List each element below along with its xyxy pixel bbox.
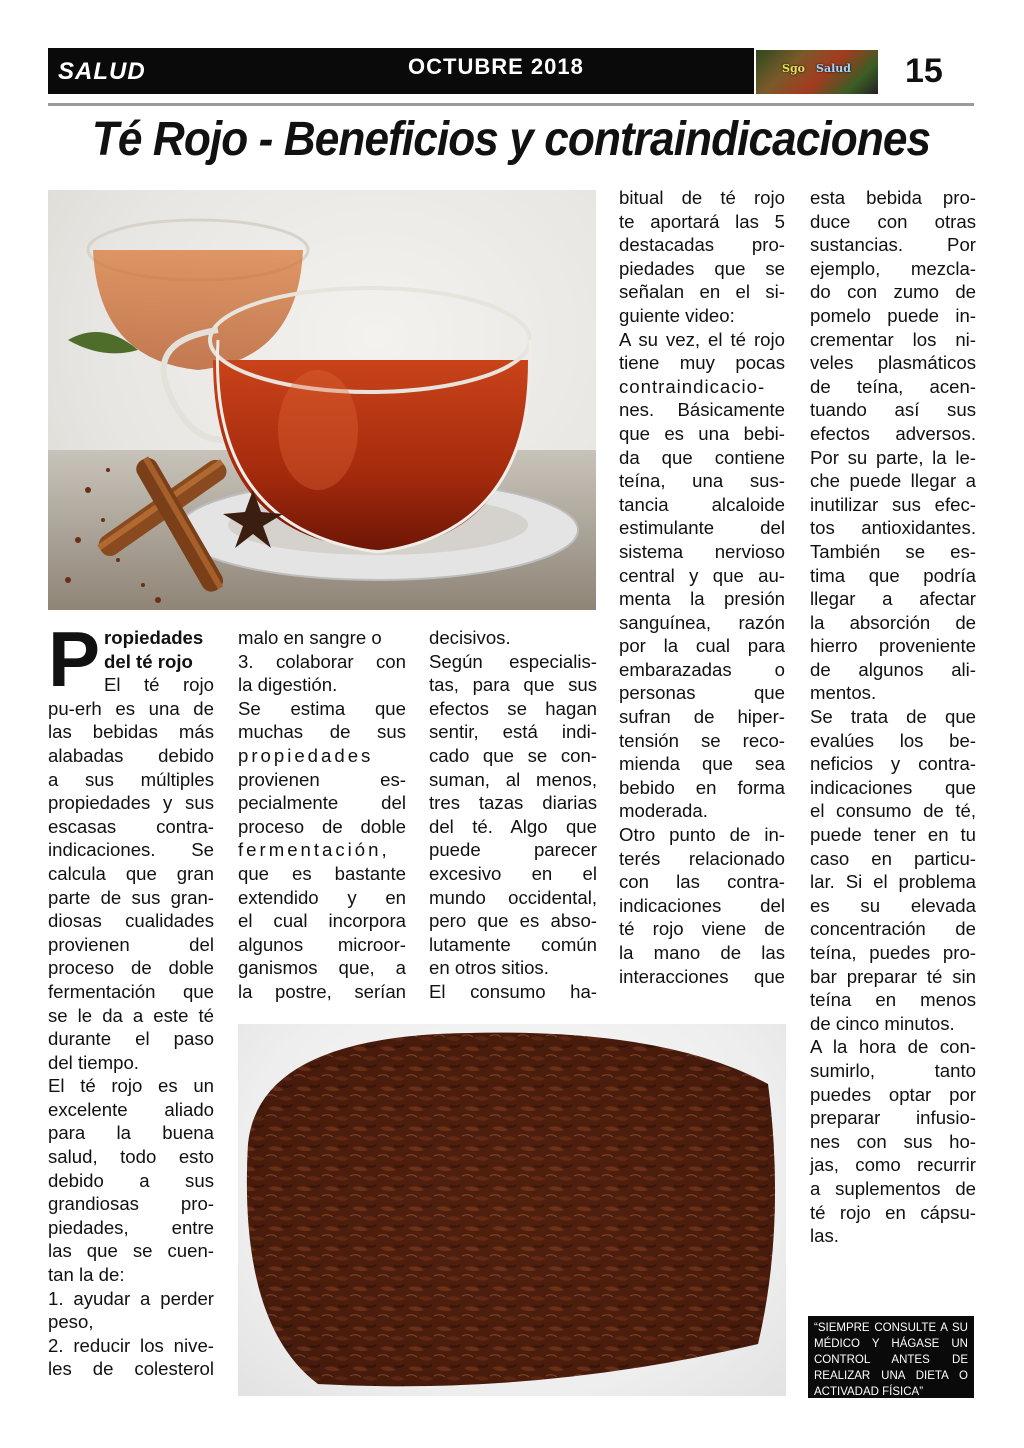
text-line: provienen es- bbox=[238, 768, 406, 790]
text-line: fermentación que bbox=[48, 980, 214, 1002]
text-line: menta la presión bbox=[619, 588, 785, 610]
text-line: que es bastante bbox=[238, 862, 406, 884]
text-line: las que se cuen- bbox=[48, 1240, 214, 1262]
text-line: propiedades bbox=[238, 744, 374, 766]
text-line: las. bbox=[810, 1225, 839, 1247]
text-line: tuando así sus bbox=[810, 399, 976, 421]
text-line: teína, puedes pro- bbox=[810, 942, 976, 963]
text-line: se le da a este té bbox=[48, 1004, 214, 1026]
text-line: la digestión. bbox=[238, 674, 338, 696]
dry-tea-leaves-photo bbox=[238, 1024, 786, 1396]
text-line: puede tener en tu bbox=[810, 824, 976, 846]
text-line: lar. Si el problema bbox=[810, 871, 976, 893]
text-line: las bebidas más bbox=[48, 721, 214, 743]
text-line: el cual incorpora bbox=[238, 910, 406, 932]
text-line: tiene muy pocas bbox=[619, 352, 785, 374]
text-line: tancia alcaloide bbox=[619, 493, 785, 515]
text-line: da que contiene bbox=[619, 446, 785, 468]
text-line: indicaciones que bbox=[810, 776, 976, 798]
header-bar bbox=[48, 48, 754, 94]
text-line: hierro proveniente bbox=[810, 635, 976, 657]
text-line: central y que au- bbox=[619, 564, 785, 586]
text-line: estimulante del bbox=[619, 517, 785, 539]
text-line: A su vez, el té rojo bbox=[619, 328, 785, 350]
text-line: propiedades y sus bbox=[48, 792, 214, 814]
text-line: pomelo puede in- bbox=[810, 304, 976, 326]
text-line: Otro punto de in- bbox=[619, 824, 785, 846]
text-line: sanguínea, razón bbox=[619, 611, 785, 633]
article-column-4 bbox=[619, 186, 785, 988]
text-line: preparar infusio- bbox=[810, 1107, 976, 1129]
text-line: puede parecer bbox=[429, 839, 597, 861]
text-line: en otros sitios. bbox=[429, 957, 549, 979]
text-line: sistema nervioso bbox=[619, 540, 785, 562]
text-line: che puede llegar a bbox=[810, 470, 976, 492]
text-line: decisivos. bbox=[429, 627, 511, 648]
text-line: duce con otras bbox=[810, 210, 976, 232]
text-line: 1. ayudar a perder bbox=[48, 1287, 214, 1309]
text-line: proceso de doble bbox=[48, 957, 214, 979]
text-line: concentración de bbox=[810, 918, 976, 940]
subheading-line-1: ropiedades bbox=[104, 627, 204, 648]
text-line: guiente video: bbox=[619, 304, 735, 326]
text-line: inutilizar sus efec- bbox=[810, 493, 976, 515]
header-rule bbox=[48, 103, 974, 106]
text-line: sentir, está indi- bbox=[429, 721, 597, 743]
text-line: personas que bbox=[619, 682, 785, 704]
text-line: bitual de té rojo bbox=[619, 187, 785, 208]
text-line: nes. Básicamente bbox=[619, 399, 785, 421]
text-line: suman, al menos, bbox=[429, 768, 597, 790]
text-line: terés relacionado bbox=[619, 847, 785, 869]
text-line: fermentación, bbox=[238, 839, 390, 861]
logo-text-left: Sgo bbox=[782, 62, 805, 75]
text-line: de algunos ali- bbox=[810, 658, 976, 680]
text-line: diosas cualidades bbox=[48, 910, 214, 932]
drop-cap: P bbox=[48, 615, 101, 703]
text-line: por la cual para bbox=[619, 635, 785, 657]
text-line: piedades que se bbox=[619, 257, 785, 279]
text-line: ejemplo, mezcla- bbox=[810, 257, 976, 279]
publication-logo bbox=[756, 50, 878, 94]
text-line: tensión se reco- bbox=[619, 729, 785, 751]
text-line: ganismos que, a bbox=[238, 957, 406, 979]
text-line: debido a sus bbox=[48, 1169, 214, 1191]
text-line: la absorción de bbox=[810, 611, 976, 633]
text-line: parte de sus gran- bbox=[48, 886, 214, 908]
text-line: pero que es abso- bbox=[429, 910, 597, 932]
text-line: señalan en el si- bbox=[619, 281, 785, 303]
text-line: mienda que sea bbox=[619, 753, 785, 775]
text-line: sustancias. Por bbox=[810, 234, 976, 256]
text-line: sufran de hiper- bbox=[619, 706, 785, 728]
text-line: puedes optar por bbox=[810, 1083, 976, 1105]
text-line: A la hora de con- bbox=[810, 1036, 976, 1058]
text-line: té rojo en cápsu- bbox=[810, 1201, 976, 1223]
text-line: la mano de las bbox=[619, 942, 785, 963]
text-line: proceso de doble bbox=[238, 815, 406, 837]
text-line: teína en menos bbox=[810, 989, 976, 1011]
text-line: El consumo ha- bbox=[429, 980, 597, 1002]
article-column-5 bbox=[810, 186, 976, 1248]
text-line: Se trata de que bbox=[810, 706, 976, 728]
text-line: durante el paso bbox=[48, 1028, 214, 1050]
text-line: alabadas debido bbox=[48, 744, 214, 766]
text-line: crementar los ni- bbox=[810, 328, 976, 350]
text-line: con las contra- bbox=[619, 871, 785, 893]
text-line: interacciones que bbox=[619, 965, 785, 987]
text-line: escasas contra- bbox=[48, 815, 214, 837]
text-line: sumirlo, tanto bbox=[810, 1059, 976, 1081]
text-line: mundo occidental, bbox=[429, 886, 597, 908]
text-line: provienen del bbox=[48, 933, 214, 955]
text-line: el consumo de té, bbox=[810, 800, 976, 822]
text-line: caso en particu- bbox=[810, 847, 976, 869]
text-line: veles plasmáticos bbox=[810, 352, 976, 374]
text-line: tima que podría bbox=[810, 564, 976, 586]
text-line: del tiempo. bbox=[48, 1051, 139, 1073]
text-line: tan la de: bbox=[48, 1264, 125, 1286]
text-line: té rojo viene de bbox=[619, 918, 785, 940]
text-line: embarazadas o bbox=[619, 658, 785, 680]
text-line: de teína, acen- bbox=[810, 375, 976, 397]
text-line: piedades, entre bbox=[48, 1216, 214, 1238]
article-column-1 bbox=[48, 615, 214, 1381]
page-number: 15 bbox=[905, 52, 943, 90]
text-line: Según especialis- bbox=[429, 650, 597, 672]
text-line: malo en sangre o bbox=[238, 627, 382, 648]
red-tea-cups-photo bbox=[48, 190, 596, 610]
text-line: pecialmente del bbox=[238, 792, 406, 814]
text-line: moderada. bbox=[619, 800, 708, 822]
text-line: tres tazas diarias bbox=[429, 792, 597, 814]
article-column-2 bbox=[238, 626, 406, 1004]
text-line: indicaciones. Se bbox=[48, 839, 214, 861]
text-line: muchas de sus bbox=[238, 721, 406, 743]
text-line: algunos microor- bbox=[238, 933, 406, 955]
text-line: jas, como recurrir bbox=[810, 1154, 976, 1176]
issue-date: OCTUBRE 2018 bbox=[408, 54, 584, 79]
text-line: para la buena bbox=[48, 1122, 214, 1144]
text-line: nes con sus ho- bbox=[810, 1130, 976, 1152]
text-line: tas, para que sus bbox=[429, 674, 597, 696]
text-line: 3. colaborar con bbox=[238, 650, 406, 672]
text-line: Por su parte, la le- bbox=[810, 446, 976, 468]
text-line: excesivo en el bbox=[429, 862, 597, 884]
text-line: También se es- bbox=[810, 540, 976, 562]
text-line: del té. Algo que bbox=[429, 815, 597, 837]
text-line: do con zumo de bbox=[810, 281, 976, 303]
text-line: efectos adversos. bbox=[810, 422, 976, 444]
text-line: El té rojo bbox=[104, 674, 214, 696]
text-line: mentos. bbox=[810, 682, 877, 704]
text-line: salud, todo esto bbox=[48, 1146, 214, 1168]
text-line: lutamente común bbox=[429, 933, 597, 955]
text-line: El té rojo es un bbox=[48, 1075, 214, 1097]
text-line: peso, bbox=[48, 1311, 94, 1333]
text-line: la postre, serían bbox=[238, 980, 406, 1002]
text-line: Se estima que bbox=[238, 697, 406, 719]
logo-text-right: Salud bbox=[816, 62, 851, 75]
subheading-line-2: del té rojo bbox=[104, 650, 193, 672]
text-line: pu-erh es una de bbox=[48, 697, 214, 719]
section-label: SALUD bbox=[58, 58, 146, 85]
text-line: bebido en forma bbox=[619, 776, 785, 798]
text-line: tos antioxidantes. bbox=[810, 517, 976, 539]
text-line: teína, una sus- bbox=[619, 470, 785, 492]
text-line: les de colesterol bbox=[48, 1358, 214, 1380]
text-line: indicaciones del bbox=[619, 894, 785, 916]
text-line: contraindicacio- bbox=[619, 375, 766, 397]
text-line: 2. reducir los nive- bbox=[48, 1334, 214, 1356]
text-line: te aportará las 5 bbox=[619, 210, 785, 232]
text-line: excelente aliado bbox=[48, 1098, 214, 1120]
text-line: que es una bebi- bbox=[619, 422, 785, 444]
text-line: efectos se hagan bbox=[429, 697, 597, 719]
text-line: bar preparar té sin bbox=[810, 965, 976, 987]
text-line: a sus múltiples bbox=[48, 768, 214, 790]
text-line: neficios y contra- bbox=[810, 753, 976, 775]
text-line: es su elevada bbox=[810, 894, 976, 916]
text-line: esta bebida pro- bbox=[810, 187, 976, 208]
article-title: Té Rojo - Beneficios y contraindicaciones bbox=[91, 113, 931, 166]
article-column-3 bbox=[429, 626, 597, 1004]
text-line: llegar a afectar bbox=[810, 588, 976, 610]
medical-disclaimer-box: “SIEMPRE CONSULTE A SU MÉDICO Y HÁGASE UN CONTROL ANTES DE REALIZAR UNA DIETA O ACTIVADAD FÍSICA” bbox=[808, 1316, 974, 1398]
text-line: destacadas pro- bbox=[619, 234, 785, 256]
text-line: evalúes los be- bbox=[810, 729, 976, 751]
text-line: grandiosas pro- bbox=[48, 1193, 214, 1215]
text-line: extendido y en bbox=[238, 886, 406, 908]
text-line: de cinco minutos. bbox=[810, 1012, 955, 1034]
text-line: calcula que gran bbox=[48, 862, 214, 884]
text-line: a suplementos de bbox=[810, 1177, 976, 1199]
text-line: cado que se con- bbox=[429, 744, 597, 766]
